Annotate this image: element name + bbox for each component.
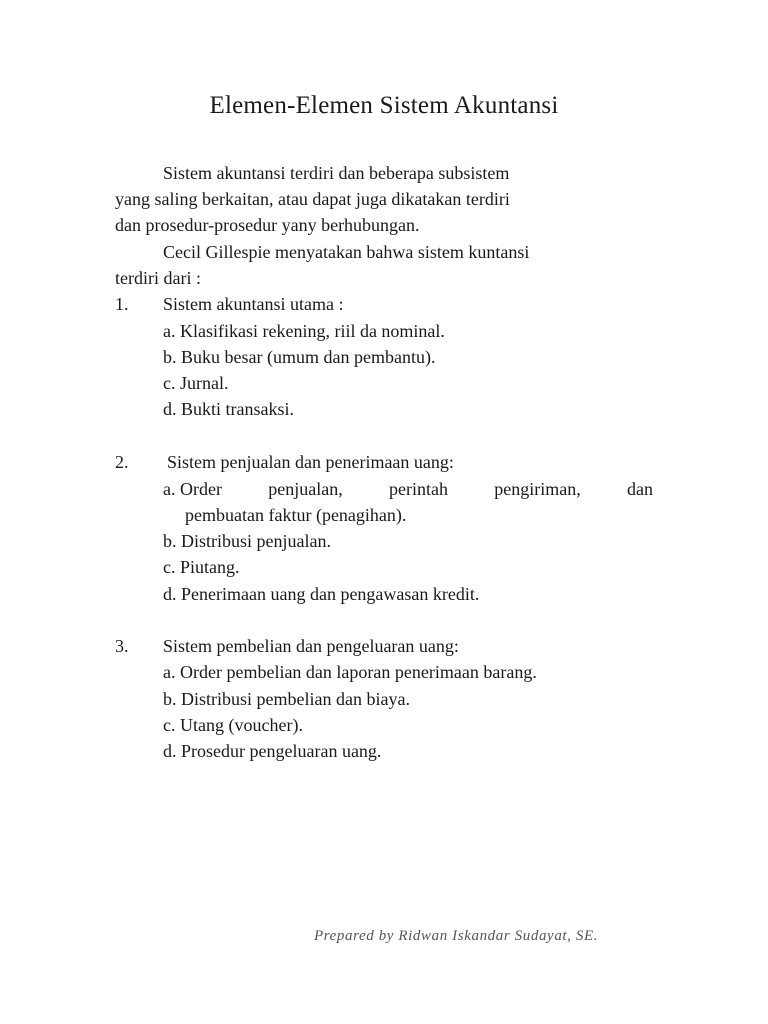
list-item-continuation: pembuatan faktur (penagihan). [185, 505, 407, 525]
list-item: b. Buku besar (umum dan pembantu). [163, 347, 436, 367]
section-number: 3. [115, 636, 129, 656]
section-number: 2. [115, 452, 129, 472]
section-heading: Sistem penjualan dan penerimaan uang: [167, 452, 454, 472]
list-item: c. Utang (voucher). [163, 715, 303, 735]
list-item: b. Distribusi pembelian dan biaya. [163, 689, 410, 709]
list-item: d. Prosedur pengeluaran uang. [163, 741, 382, 761]
intro-line: terdiri dari : [115, 268, 201, 288]
section-heading: Sistem pembelian dan pengeluaran uang: [163, 636, 459, 656]
section-number: 1. [115, 294, 129, 314]
intro-line: yang saling berkaitan, atau dapat juga dikatakan terdiri [115, 189, 510, 209]
intro-line: Cecil Gillespie menyatakan bahwa sistem kuntansi [163, 242, 530, 262]
list-item: d. Penerimaan uang dan pengawasan kredit. [163, 584, 480, 604]
list-item: a. Order pembelian dan laporan penerimaan barang. [163, 662, 537, 682]
word: pengiriman, [494, 479, 581, 499]
list-item: a. Klasifikasi rekening, riil da nominal. [163, 321, 445, 341]
section-heading: Sistem akuntansi utama : [163, 294, 344, 314]
list-item: c. Piutang. [163, 557, 240, 577]
word: perintah [388, 479, 448, 499]
list-item: c. Jurnal. [163, 373, 229, 393]
list-item: d. Bukti transaksi. [163, 399, 294, 419]
word: a. Order [163, 479, 222, 499]
word: dan [626, 479, 653, 499]
list-item-justified [163, 476, 653, 502]
word: penjualan, [268, 479, 343, 499]
intro-line: Sistem akuntansi terdiri dan beberapa subsistem [163, 163, 510, 183]
footer-signature: Prepared by Ridwan Iskandar Sudayat, SE. [314, 928, 599, 944]
list-item: b. Distribusi penjualan. [163, 531, 331, 551]
intro-line: dan prosedur-prosedur yany berhubungan. [115, 215, 420, 235]
document-title: Elemen-Elemen Sistem Akuntansi [209, 92, 559, 119]
